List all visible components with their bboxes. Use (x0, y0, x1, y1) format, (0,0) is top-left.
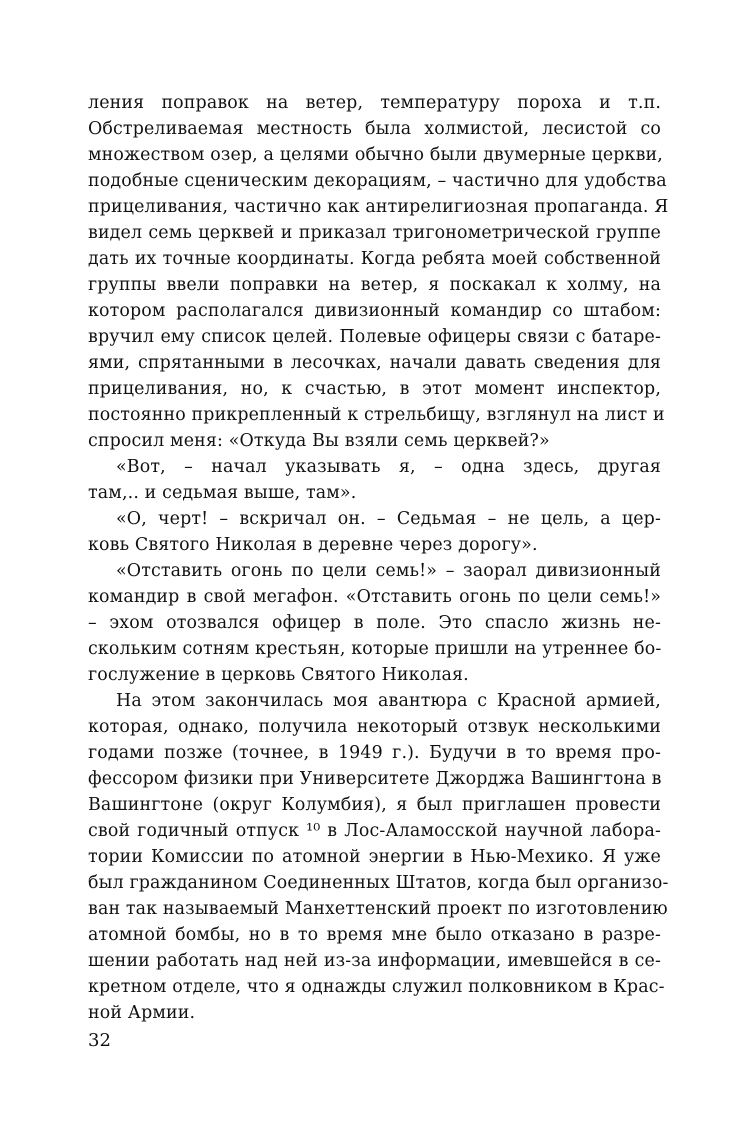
text-line: ковь Святого Николая в деревне через дорогу». (88, 535, 538, 555)
text-line: «О, черт! – вскричал он. – Седьмая – не цель, а цер- (116, 509, 661, 529)
text-line: там,.. и седьмая выше, там». (88, 483, 357, 503)
body-text (88, 90, 669, 1026)
text-line: годами позже (точнее, в 1949 г.). Будучи в то время про- (88, 743, 661, 763)
text-line: кретном отделе, что я однажды служил полковником в Крас- (88, 977, 665, 997)
text-line: «Отставить огонь по цели семь!» – заорал дивизионный (116, 561, 661, 581)
text-line: множеством озер, а целями обычно были двумерные церкви, (88, 145, 663, 165)
paragraph-5 (88, 688, 669, 1026)
text-line: ной Армии. (88, 1003, 196, 1023)
text-line: Обстреливаемая местность была холмистой, лесистой со (88, 119, 661, 139)
text-line: ван так называемый Манхеттенский проект по изготовлению (88, 899, 668, 919)
text-line: дать их точные координаты. Когда ребята моей собственной (88, 249, 661, 269)
text-line: ями, спрятанными в лесочках, начали давать сведения для (88, 353, 661, 373)
text-line: прицеливания, но, к счастью, в этот момент инспектор, (88, 379, 661, 399)
text-line: фессором физики при Университете Джорджа Вашингтона в (88, 769, 662, 789)
paragraph-3 (88, 506, 661, 558)
text-line: тории Комиссии по атомной энергии в Нью-Мехико. Я уже (88, 847, 661, 867)
text-line: шении работать над ней из-за информации, имевшейся в се- (88, 951, 661, 971)
text-line: командир в свой мегафон. «Отставить огонь по цели семь!» (88, 587, 661, 607)
text-line: был гражданином Соединенных Штатов, когда был организо- (88, 873, 669, 893)
text-line: вручил ему список целей. Полевые офицеры связи с батаре- (88, 327, 661, 347)
text-line: гослужение в церковь Святого Николая. (88, 665, 469, 685)
text-line: ления поправок на ветер, температуру пороха и т.п. (88, 93, 661, 113)
paragraph-2 (88, 454, 661, 506)
text-line: спросил меня: «Откуда Вы взяли семь церквей?» (88, 431, 550, 451)
paragraph-1 (88, 90, 669, 454)
text-line: скольким сотням крестьян, которые пришли на утреннее бо- (88, 639, 662, 659)
text-line: прицеливания, частично как антирелигиозная пропаганда. Я (88, 197, 669, 217)
text-line: которая, однако, получила некоторый отзвук несколькими (88, 717, 661, 737)
paragraph-4 (88, 558, 661, 688)
text-line: постоянно прикрепленный к стрельбищу, взглянул на лист и (88, 405, 665, 425)
text-line: На этом закончилась моя авантюра с Красной армией, (116, 691, 661, 711)
text-line: подобные сценическим декорациям, – частично для удобства (88, 171, 667, 191)
text-line: – эхом отозвался офицер в поле. Это спасло жизнь не- (88, 613, 661, 633)
text-line: «Вот, – начал указывать я, – одна здесь, другая (116, 457, 661, 477)
text-line: группы ввели поправки на ветер, я поскакал к холму, на (88, 275, 661, 295)
text-line: котором располагался дивизионный командир со штабом: (88, 301, 661, 321)
text-line: Вашингтоне (округ Колумбия), я был приглашен провести (88, 795, 661, 815)
text-line: свой годичный отпуск ¹⁰ в Лос-Аламосской научной лабора- (88, 821, 661, 841)
text-line: видел семь церквей и приказал тригонометрической группе (88, 223, 661, 243)
text-line: атомной бомбы, но в то время мне было отказано в разре- (88, 925, 661, 945)
page-number: 32 (88, 1030, 111, 1051)
